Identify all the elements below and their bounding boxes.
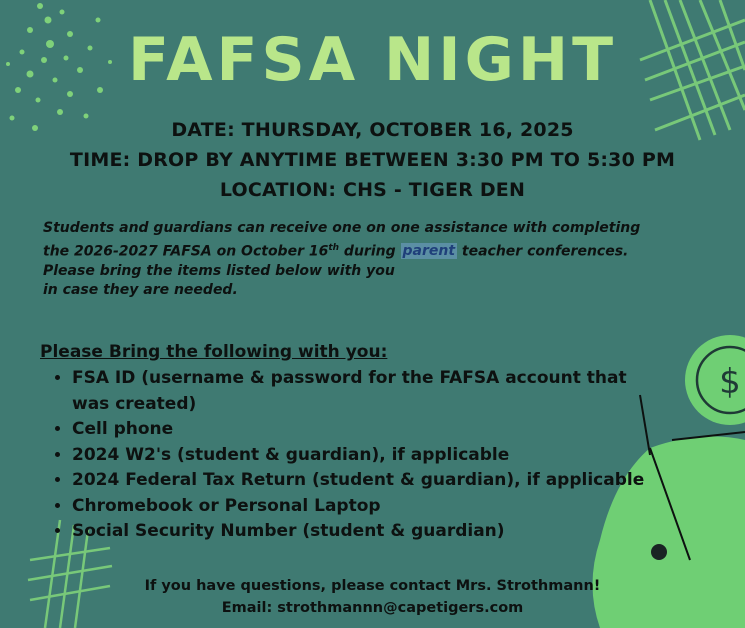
contact-info [0, 575, 745, 619]
intro-text: during [339, 243, 401, 260]
items-to-bring [40, 340, 660, 545]
contact-email: Email: strothmannn@capetigers.com [221, 600, 524, 616]
list-item: • FSA ID (username & password for the FAFSA account that was created) [72, 366, 660, 417]
event-time: TIME: DROP BY ANYTIME BETWEEN 3:30 PM TO 5:30 PM [69, 149, 676, 171]
items-heading: Please Bring the following with you: [40, 342, 388, 362]
intro-text: the 2026-2027 FAFSA on October 16 [43, 243, 329, 260]
list-item: • 2024 W2's (student & guardian), if applicable [72, 443, 660, 469]
highlighted-word: parent [402, 243, 456, 260]
ordinal-suffix: th [328, 242, 340, 253]
intro-line: Please bring the items listed below with you [43, 262, 395, 279]
page-title: FAFSA NIGHT [128, 25, 617, 95]
items-list [40, 366, 660, 545]
dollar-coin-icon [685, 335, 745, 425]
intro-line: in case they are needed. [43, 282, 238, 299]
list-item: • Chromebook or Personal Laptop [72, 494, 660, 520]
intro-text: teacher conferences. [457, 243, 629, 260]
event-location: LOCATION: CHS - TIGER DEN [219, 179, 526, 201]
contact-line: If you have questions, please contact Mrs. Strothmann! [144, 578, 601, 594]
coin-symbol: $ [719, 362, 741, 402]
list-item: • 2024 Federal Tax Return (student & guardian), if applicable [72, 468, 660, 494]
intro-paragraph [43, 219, 713, 301]
list-item: • Cell phone [72, 417, 660, 443]
intro-line [43, 239, 713, 262]
list-item: • Social Security Number (student & guardian) [72, 519, 660, 545]
event-date: DATE: THURSDAY, OCTOBER 16, 2025 [171, 119, 574, 141]
event-details [0, 115, 745, 205]
intro-line: Students and guardians can receive one on one assistance with completing [43, 220, 641, 236]
